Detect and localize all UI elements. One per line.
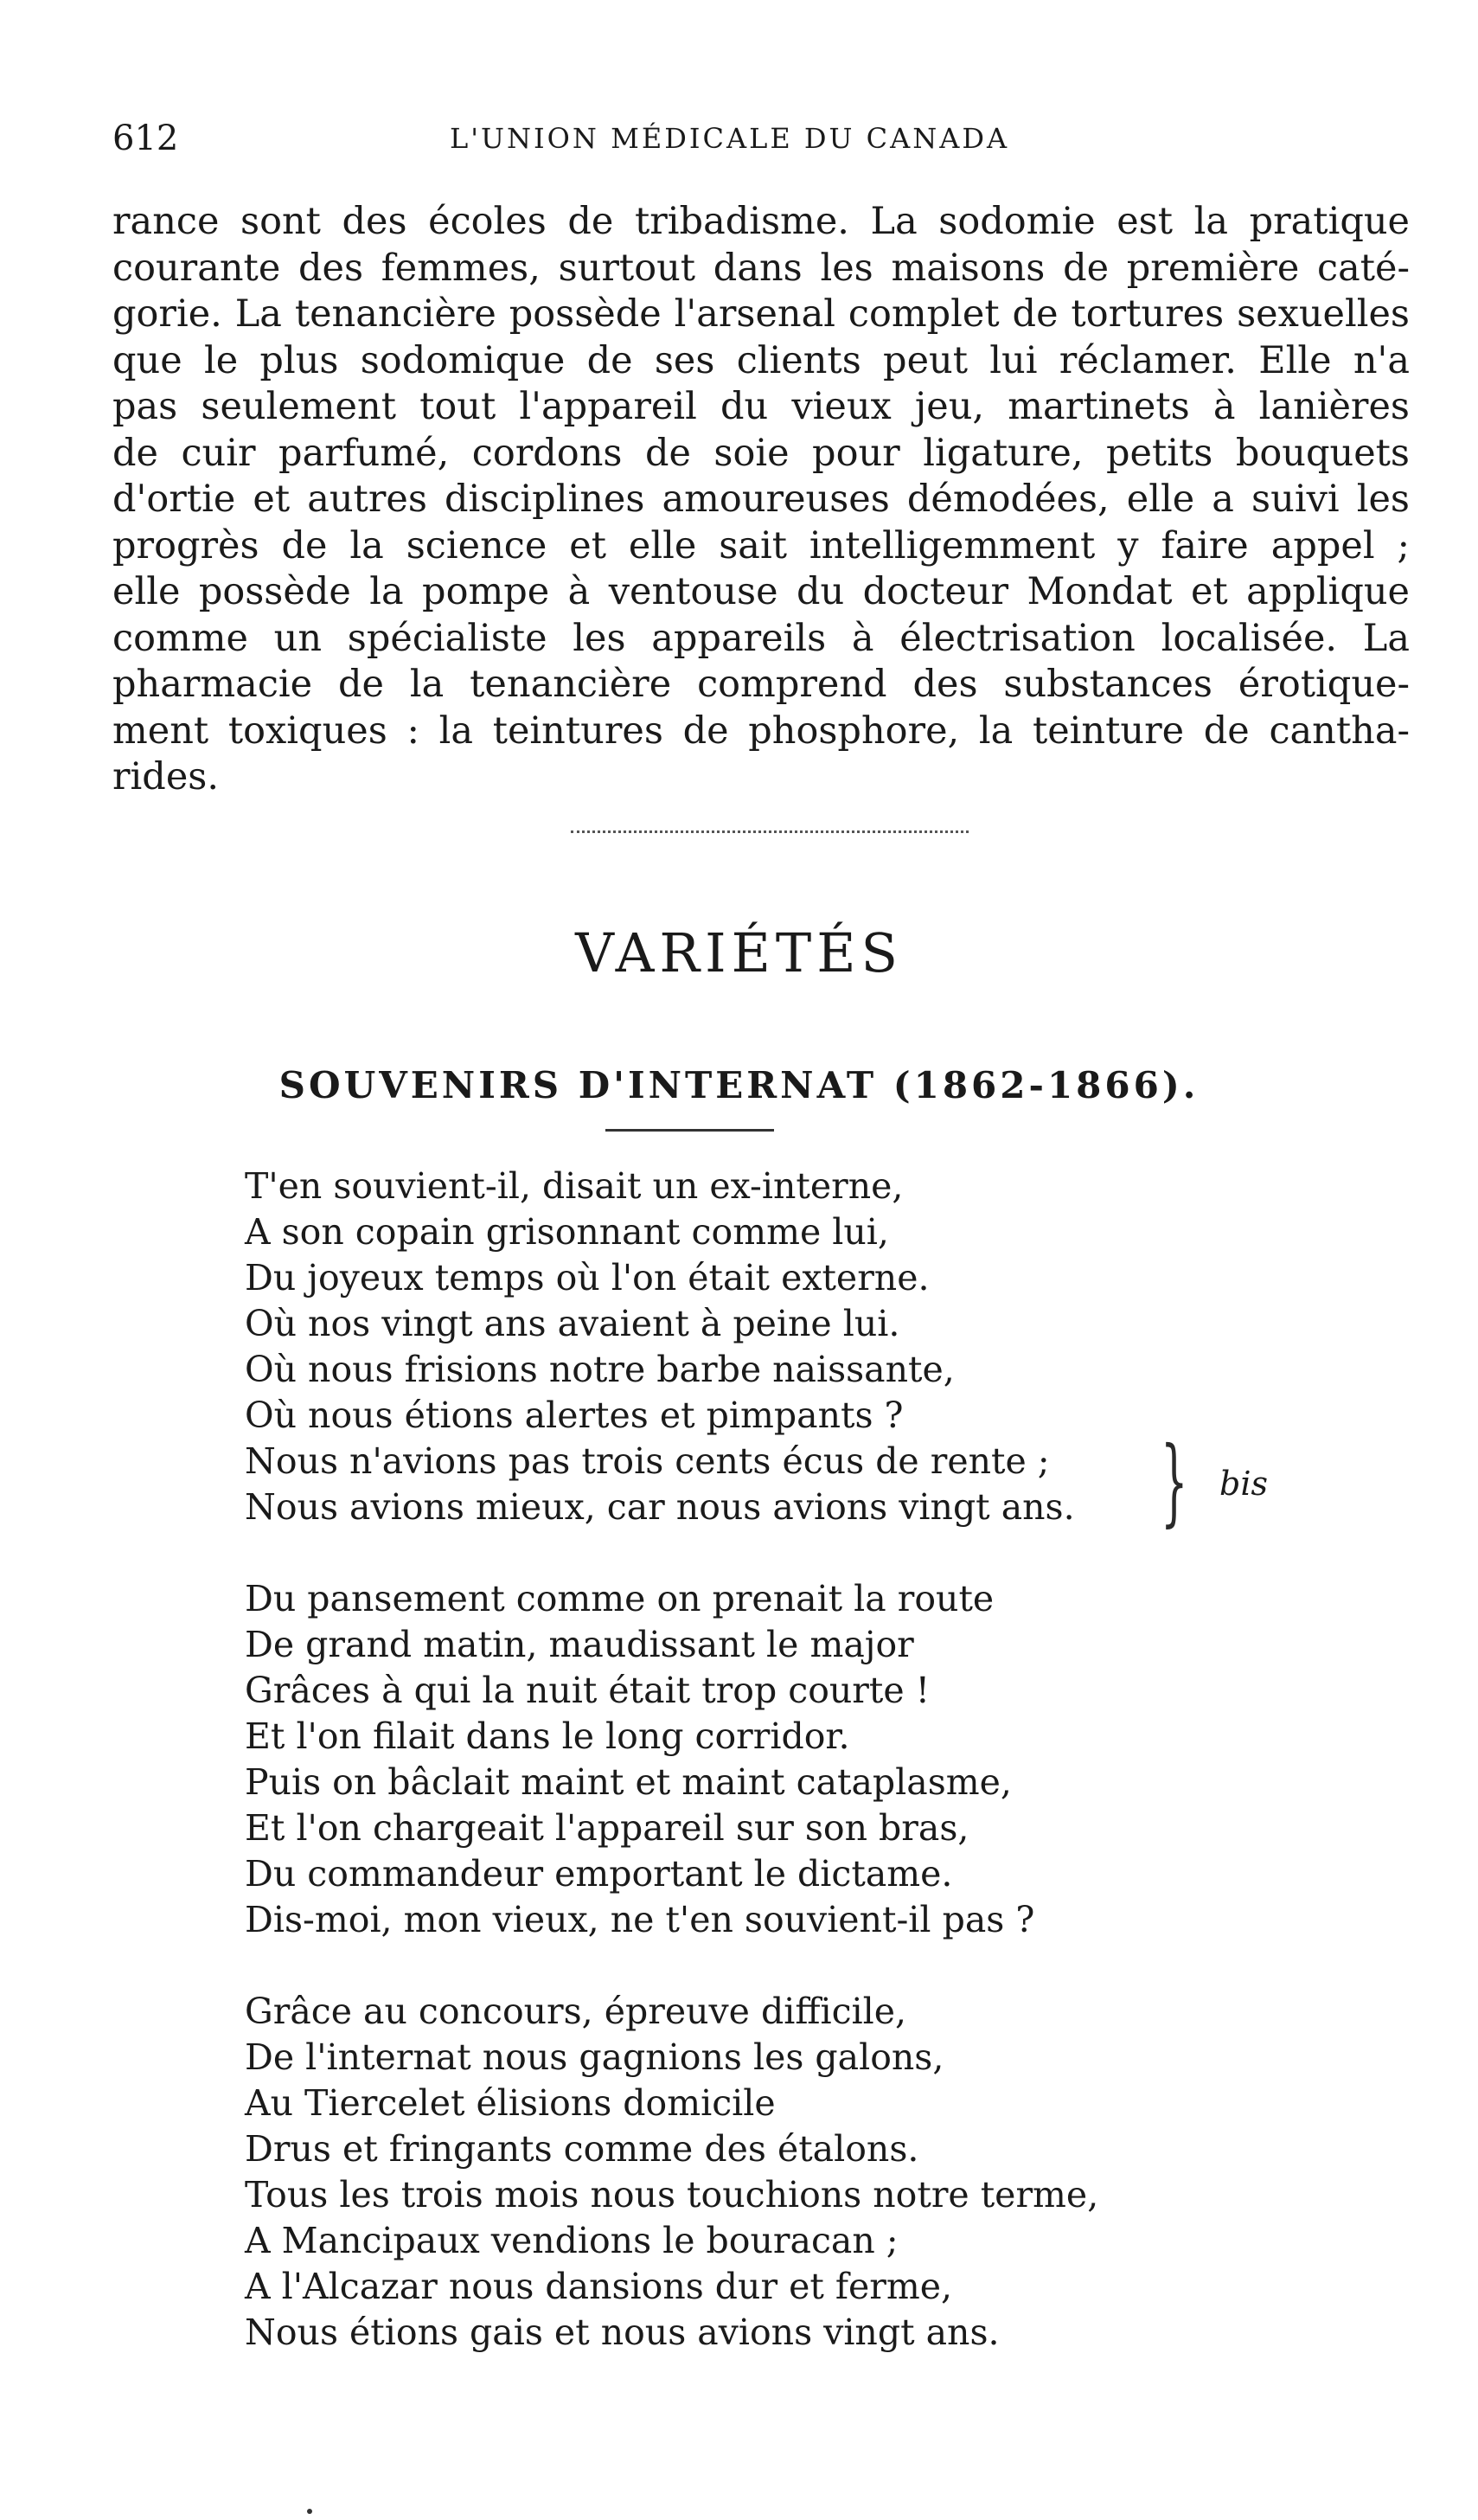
poem-verse: Nous avions mieux, car nous avions vingt ans. [245, 1486, 1075, 1528]
poem-verse: Drus et fringants comme des étalons. [245, 2128, 919, 2170]
prose-line: pharmacie de la tenancière comprend des substances érotique- [112, 663, 1410, 706]
journal-title: L'UNION MÉDICALE DU CANADA [450, 122, 1010, 155]
poem-verse: Du joyeux temps où l'on était externe. [245, 1257, 930, 1298]
page-number: 612 [112, 119, 179, 158]
prose-line: rides. [112, 755, 220, 798]
prose-line: de cuir parfumé, cordons de soie pour ligature, petits bouquets [112, 431, 1410, 475]
poem-verse: Puis on bâclait maint et maint cataplasme, [245, 1761, 1012, 1803]
prose-line: que le plus sodomique de ses clients peut lui réclamer. Elle n'a [112, 338, 1410, 382]
refrain-brace: } [1161, 1426, 1188, 1536]
poem-verse: Grâce au concours, épreuve difficile, [245, 1991, 907, 2032]
poem-stanza [245, 1989, 1326, 2356]
poem-verse: Où nous étions alertes et pimpants ? [245, 1395, 904, 1436]
poem-verse: Où nous frisions notre barbe naissante, [245, 1349, 955, 1390]
poem-verse: Où nos vingt ans avaient à peine lui. [245, 1303, 900, 1344]
poem-verse: Du pansement comme on prenait la route [245, 1578, 995, 1619]
poem-verse: Au Tiercelet élisions domicile [245, 2082, 776, 2124]
poem-stanza [245, 1576, 1326, 1943]
print-speck [307, 2509, 312, 2514]
title-rule [605, 1129, 774, 1132]
section-separator [571, 830, 969, 833]
poem-verse: A Mancipaux vendions le bouracan ; [245, 2220, 899, 2261]
poem-verse: Et l'on filait dans le long corridor. [245, 1715, 850, 1757]
poem [245, 1164, 1326, 2401]
section-subtitle: SOUVENIRS D'INTERNAT (1862-1866). [278, 1063, 1200, 1106]
prose-line: progrès de la science et elle sait intelligemment y faire appel ; [112, 523, 1410, 567]
poem-verse: Nous étions gais et nous avions vingt ans. [245, 2312, 1000, 2353]
running-head [112, 112, 1410, 164]
prose-line: courante des femmes, surtout dans les maisons de première caté- [112, 246, 1410, 290]
poem-verse: De grand matin, maudissant le major [245, 1624, 914, 1665]
poem-verse: A l'Alcazar nous dansions dur et ferme, [245, 2266, 953, 2307]
poem-verse: A son copain grisonnant comme lui, [245, 1211, 889, 1253]
poem-verse: Du commandeur emportant le dictame. [245, 1853, 953, 1895]
poem-verse: Et l'on chargeait l'appareil sur son bras, [245, 1807, 969, 1849]
poem-verse: Nous n'avions pas trois cents écus de rente ; [245, 1440, 1050, 1482]
prose-line: pas seulement tout l'appareil du vieux jeu, martinets à lanières [112, 385, 1410, 428]
prose-paragraph [112, 199, 1410, 801]
poem-verse: Tous les trois mois nous touchions notre terme, [245, 2174, 1099, 2215]
prose-line: gorie. La tenancière possède l'arsenal complet de tortures sexuelles [112, 292, 1410, 336]
prose-line: rance sont des écoles de tribadisme. La sodomie est la pratique [112, 200, 1410, 243]
prose-line: d'ortie et autres disciplines amoureuses démodées, elle a suivi les [112, 478, 1410, 521]
poem-verse: T'en souvient-il, disait un ex-interne, [245, 1165, 904, 1207]
prose-line: elle possède la pompe à ventouse du docteur Mondat et applique [112, 570, 1410, 613]
poem-verse: Dis-moi, mon vieux, ne t'en souvient-il pas ? [245, 1899, 1035, 1940]
prose-line: comme un spécialiste les appareils à électrisation localisée. La [112, 616, 1410, 660]
section-title: VARIÉTÉS [575, 920, 903, 984]
poem-verse: Grâces à qui la nuit était trop courte ! [245, 1670, 931, 1711]
poem-verse: De l'internat nous gagnions les galons, [245, 2036, 944, 2078]
prose-line: ment toxiques : la teintures de phosphore, la teinture de cantha- [112, 709, 1410, 753]
repeat-mark: bis [1219, 1465, 1268, 1503]
